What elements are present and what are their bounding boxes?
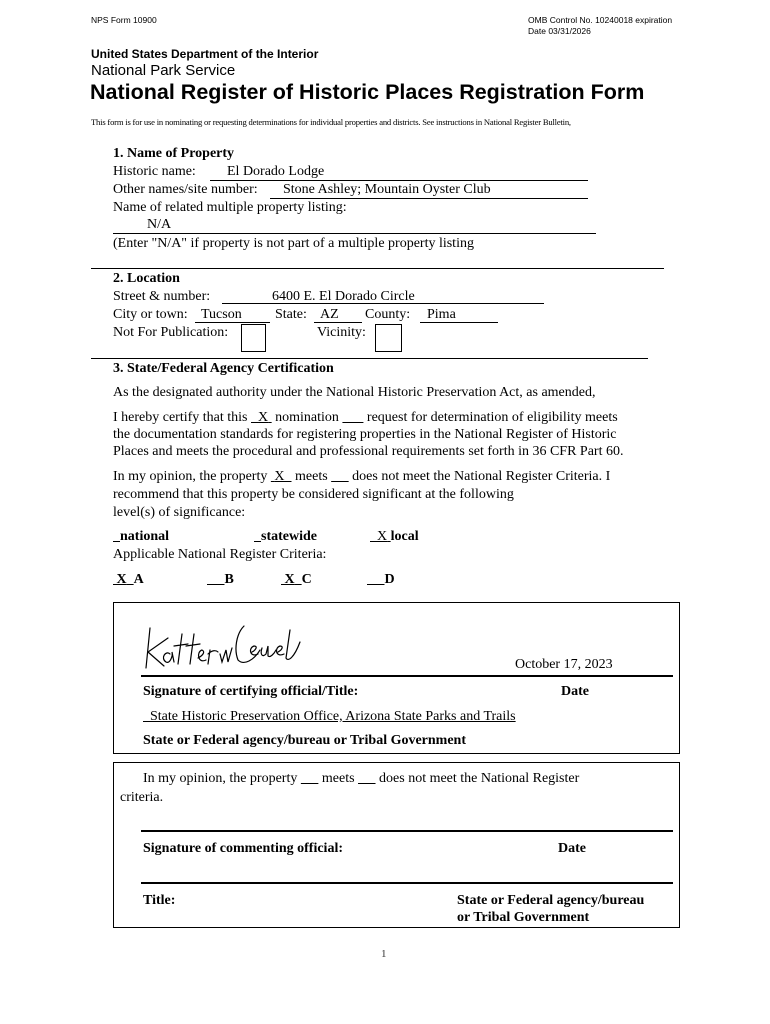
cert-agency-label: State or Federal agency/bureau or Tribal Government: [143, 733, 467, 748]
historic-name-label: Historic name:: [113, 164, 196, 179]
comment-opinion-b: meets: [321, 771, 355, 786]
page-title: National Register of Historic Places Registration Form: [90, 80, 645, 104]
meets-x-value: X: [274, 469, 285, 484]
comment-agency-line-2: or Tribal Government: [457, 910, 590, 925]
criteria-label: Applicable National Register Criteria:: [113, 547, 327, 562]
certify-text-b: nomination: [275, 410, 339, 425]
crit-b-label: B: [224, 572, 234, 587]
authority-text: As the designated authority under the National Historic Preservation Act, as amended,: [113, 385, 596, 400]
crit-a-label: A: [133, 572, 144, 587]
level-local[interactable]: [370, 529, 419, 545]
section2-divider: [91, 358, 648, 359]
certify-line-1: [113, 410, 618, 426]
level-national[interactable]: [113, 529, 169, 545]
certify-x-value: X: [258, 410, 269, 425]
city-label: City or town:: [113, 307, 188, 322]
comment-agency-line-1: State or Federal agency/bureau: [457, 893, 645, 908]
cert-agency-text: State Historic Preservation Office, Arizona State Parks and Trails: [150, 709, 516, 724]
state-value[interactable]: AZ: [320, 307, 339, 322]
vicinity-checkbox[interactable]: [375, 324, 402, 352]
page-number: 1: [381, 948, 387, 960]
not-for-publication-label: Not For Publication:: [113, 325, 229, 340]
opinion-text-a: In my opinion, the property: [113, 469, 268, 484]
intro-text: This form is for use in nominating or requesting determinations for individual properties and districts. See instructions in National Register Bulletin,: [91, 117, 571, 127]
other-names-value[interactable]: Stone Ashley; Mountain Oyster Club: [283, 182, 491, 197]
certify-x-mark[interactable]: [251, 410, 272, 425]
meets-mark[interactable]: [271, 469, 292, 484]
criterion-a[interactable]: [113, 572, 144, 588]
section1-heading: 1. Name of Property: [113, 146, 235, 161]
department: United States Department of the Interior: [91, 47, 319, 61]
criterion-c[interactable]: [281, 572, 312, 588]
statewide-label: statewide: [261, 529, 317, 544]
level-line: level(s) of significance:: [113, 505, 246, 520]
cert-date-label: Date: [561, 684, 589, 699]
state-label: State:: [275, 307, 307, 322]
criterion-b[interactable]: [207, 572, 234, 588]
other-names-line: [270, 198, 588, 199]
related-listing-label: Name of related multiple property listing:: [113, 200, 347, 215]
city-value[interactable]: Tucson: [201, 307, 242, 322]
comment-opinion-c: does not meet the National Register: [379, 771, 580, 786]
section2-heading: 2. Location: [113, 271, 180, 286]
historic-name-line: [210, 180, 588, 181]
certify-line-2: the documentation standards for registering properties in the National Register of Historic: [113, 427, 617, 442]
section1-divider: [91, 268, 664, 269]
omb-line-1: OMB Control No. 10240018 expiration: [528, 15, 673, 25]
county-label: County:: [365, 307, 411, 322]
crit-a-x: X: [116, 572, 127, 587]
comment-opinion-line: [143, 771, 579, 787]
local-label: local: [390, 529, 419, 544]
opinion-line: [113, 469, 610, 485]
form-number: NPS Form 10900: [91, 15, 157, 25]
comment-signature-label: Signature of commenting official:: [143, 841, 343, 856]
street-label: Street & number:: [113, 289, 211, 304]
county-value[interactable]: Pima: [427, 307, 456, 322]
related-listing-value[interactable]: N/A: [147, 217, 172, 232]
cert-signature-line: [141, 675, 673, 677]
comment-opinion-line-2: criteria.: [120, 790, 164, 805]
related-listing-line: [113, 233, 596, 234]
historic-name-value[interactable]: El Dorado Lodge: [227, 164, 325, 179]
vicinity-label: Vicinity:: [317, 325, 366, 340]
comment-title-line[interactable]: [141, 882, 673, 884]
cert-signature-label: Signature of certifying official/Title:: [143, 684, 359, 699]
signature-image: [140, 620, 310, 675]
request-blank[interactable]: [342, 410, 363, 425]
comment-meets-blank[interactable]: [301, 771, 319, 786]
crit-c-x: X: [284, 572, 295, 587]
section3-heading: 3. State/Federal Agency Certification: [113, 361, 334, 376]
recommend-line: recommend that this property be considered significant at the following: [113, 487, 514, 502]
level-statewide[interactable]: [254, 529, 317, 545]
not-for-publication-checkbox[interactable]: [241, 324, 266, 352]
comment-does-not-meet-blank[interactable]: [358, 771, 376, 786]
other-names-label: Other names/site number:: [113, 182, 258, 197]
national-label: national: [120, 529, 170, 544]
omb-line-2: Date 03/31/2026: [528, 26, 591, 36]
criterion-d[interactable]: [367, 572, 395, 588]
comment-title-label: Title:: [143, 893, 176, 908]
crit-d-label: D: [384, 572, 395, 587]
does-not-meet-blank[interactable]: [331, 469, 349, 484]
certify-text-a: I hereby certify that this: [113, 410, 248, 425]
opinion-text-c: does not meet the National Register Criteria. I: [352, 469, 611, 484]
comment-signature-line[interactable]: [141, 830, 673, 832]
street-value[interactable]: 6400 E. El Dorado Circle: [272, 289, 415, 304]
service: National Park Service: [91, 62, 236, 79]
opinion-text-b: meets: [295, 469, 328, 484]
na-note: (Enter "N/A" if property is not part of a multiple property listing: [113, 236, 474, 251]
local-x-value: X: [377, 529, 388, 544]
cert-agency-value[interactable]: [143, 709, 516, 725]
crit-c-label: C: [301, 572, 312, 587]
certify-text-c: request for determination of eligibility meets: [366, 410, 618, 425]
certify-line-3: Places and meets the procedural and professional requirements set forth in 36 CFR Part 60.: [113, 444, 624, 459]
comment-opinion-a: In my opinion, the property: [143, 771, 298, 786]
cert-date-value[interactable]: October 17, 2023: [515, 657, 613, 672]
comment-date-label: Date: [558, 841, 586, 856]
